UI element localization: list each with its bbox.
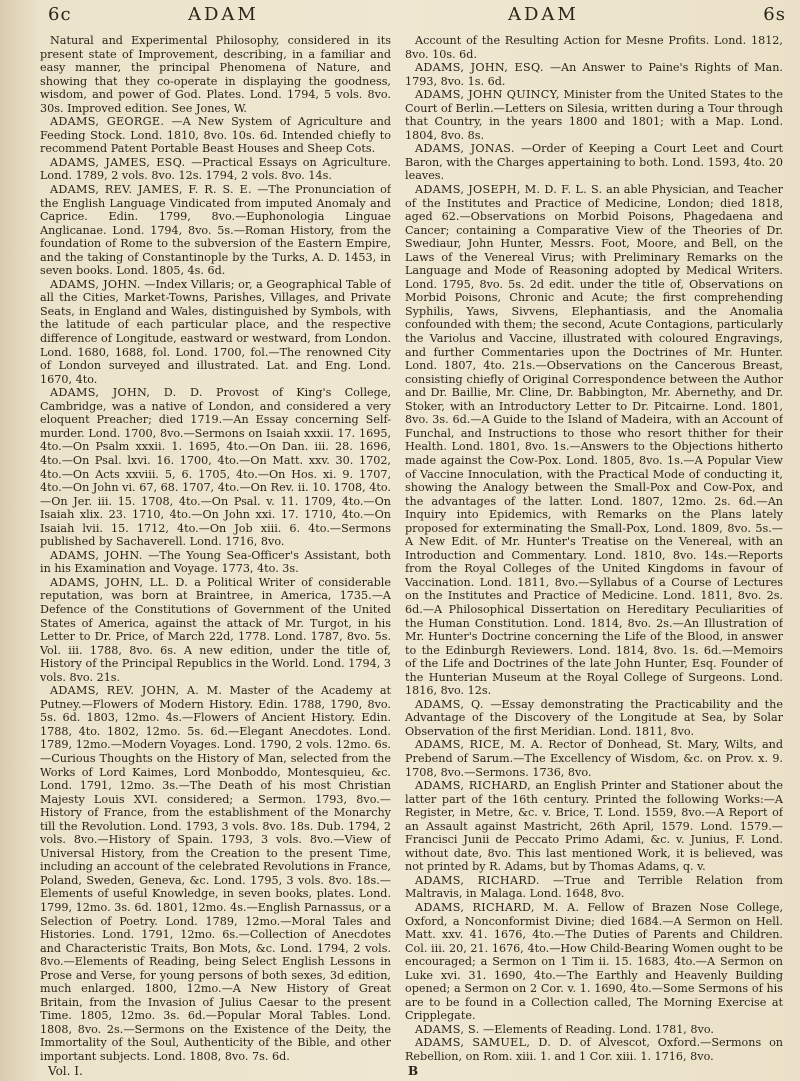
entry-text: Master of the Academy at Putney.—Flowers of Modern History. Edin. 1788, 1790, 8vo. 5s. 6d. 1803, 12mo. 4s.—Flowers of Ancient History. Edin. 1788, 4to. 1802, 12mo. 5s. 6d.—Elegant Anecdotes. Lond. 1789, 12mo.—Modern Voyages. Lond. 1790, 2 vols. 12mo. 6s.—Curious Thoughts on the History of Man, selected from the Works of Lord Kaimes, Lord Monboddo, Montesquieu, &c. Lond. 1791, 12mo. 3s.—The Death of his most Christian Majesty Louis XVI. considered; a Sermon. 1793, 8vo.—History of France, from the establishment of the Monarchy till the Revolution. Lond. 1793, 3 vols. 8vo. 18s. Dub. 1794, 2 vols. 8vo.—History of Spain. 1793, 3 vols. 8vo.—View of Universal History, from the Creation to the present Time, including an account of the celebrated Revolutions in France, Poland, Sweden, Geneva, &c. Lond. 1795, 3 vols. 8vo. 18s.—Elements of useful Knowledge, in seven books, plates. Lond. 1799, 12mo. 3s. 6d. 1801, 12mo. 4s.—English Parnassus, or a Selection of Poetry. Lond. 1789, 12mo.—Moral Tales and Histories. Lond. 1791, 12mo. 6s.—Collection of Anecdotes and Characteristic Traits, Bon Mots, &c. Lond. 1794, 2 vols. 8vo.—Elements of Reading, being Select English Lessons in Prose and Verse, for young persons of both sexes, 3d edition, much enlarged. 1800, 12mo.—A New History of Great Britain, from the Invasion of Julius Caesar to the present Time. 1805, 12mo. 3s. 6d.—Popular Moral Tables. Lond. 1808, 8vo. 2s.—Sermons on the Existence of the Deity, the Immortality of the Soul, Authenticity of the Bible, and other important subjects. Lond. 1808, 8vo. 7s. 6d. (40, 684, 391, 1064)
entry-text: of Alvescot, Oxford.—Sermons on Rebellion, on Rom. xiii. 1. and 1 Cor. xiii. 1. 1716, 8vo. (405, 1036, 783, 1064)
bibliography-entry (405, 874, 783, 901)
entry-author: ADAMS, REV. JAMES, F. R. S. E. (50, 183, 252, 197)
entry-text: Fellow of Brazen Nose College, Oxford, a Nonconformist Divine; died 1684.—A Sermon on Hell. Matt. xxv. 41. 1676, 4to.—The Duties of Parents and Children. Col. iii. 20, 21. 1676, 4to.—How Child-Bearing Women ought to be encouraged; a Sermon on 1 Tim ii. 15. 1683, 4to.—A Sermon on Luke xvi. 31. 1690, 4to.—The Earthly and Heavenly Building opened; a Sermon on 2 Cor. v. 1. 1690, 4to.—Some Sermons of his are to be found in a Collection called, The Morning Exercise at Cripplegate. (405, 901, 783, 1023)
bibliography-entry (405, 88, 783, 142)
volume-label: Vol. I. (48, 1064, 83, 1078)
entry-author: ADAMS, Q. (415, 697, 484, 711)
bibliography-entry (405, 142, 783, 183)
bibliography-entry (40, 278, 391, 386)
left-running-head: ADAM (188, 4, 259, 25)
entry-author: ADAMS, JOHN. (50, 548, 143, 562)
signature-mark: B (408, 1064, 419, 1078)
bibliography-entry (40, 34, 391, 115)
entry-text: —Elements of Reading. Lond. 1781, 8vo. (483, 1022, 714, 1036)
entry-text: —Essay demonstrating the Practicability and the Advantage of the Discovery of the Longitude at Sea, by Solar Observation of the first Meridian. Lond. 1811, 8vo. (405, 697, 783, 738)
bibliography-entry (405, 901, 783, 1023)
entry-author: ADAMS, JONAS. (415, 142, 515, 156)
running-header (48, 4, 786, 30)
bibliography-entry (40, 115, 391, 156)
bibliography-entry (405, 1036, 783, 1063)
right-page-number: 6s (763, 4, 786, 25)
bibliography-entry (40, 156, 391, 183)
page-footer (48, 1064, 786, 1080)
entry-author: ADAMS, JOSEPH, M. D. F. L. S. (415, 183, 603, 197)
bibliography-entry (40, 549, 391, 576)
entry-text: Natural and Experimental Philosophy, considered in its present state of Improvement, describing, in a familiar and easy manner, the principal Phenomena of Nature, and showing that they co-operate in displaying the goodness, wisdom, and power of God. Plates. Lond. 1794, 5 vols. 8vo. 30s. Improved edition. See Jones, W. (40, 34, 391, 115)
bibliography-entry (40, 183, 391, 278)
bibliography-entry (405, 34, 783, 61)
entry-author: ADAMS, JOHN, D. D. (50, 386, 203, 400)
entry-author: ADAMS, SAMUEL, D. D. (415, 1036, 572, 1050)
entry-text: an able Physician, and Teacher of the Institutes and Practice of Medicine, London; died 1818, aged 62.—Observations on Morbid Poisons, Phagedaena and Cancer; containing a Comparative View of the Theories of Dr. Swediaur, John Hunter, Messrs. Foot, Moore, and Bell, on the Laws of the Venereal Virus; with Preliminary Remarks on the Language and Mode of Reasoning adopted by Medical Writers. Lond. 1795, 8vo. 5s. 2d edit. under the title of, Observations on Morbid Poisons, Chronic and Acute; the first comprehending Syphilis, Yaws, Sivvens, Elephantiasis, and the Anomalia confounded with them; the second, Acute Contagions, particularly the Variolus and Vaccine, illustrated with coloured Engravings, and further Commentaries upon the Doctrines of Mr. Hunter. Lond. 1807, 4to. 21s.—Observations on the Cancerous Breast, consisting chiefly of Original Correspondence between the Author and Dr. Baillie, Mr. Cline, Dr. Babbington, Mr. Abernethy, and Dr. Stoker, with an Introductory Letter to Dr. Pitcairne. Lond. 1801, 8vo. 3s. 6d.—A Guide to the Island of Madeira, with an Account of Funchal, and Instructions to those who resort thither for their Health. Lond. 1801, 8vo. 1s.—Answers to the Objections hitherto made against the Cow-Pox. Lond. 1805, 8vo. 1s.—A Popular View of Vaccine Innoculation, with the Practical Mode of conducting it, showing the Analogy between the Small-Pox and Cow-Pox, and the advantages of the latter. Lond. 1807, 12mo. 2s. 6d.—An Inquiry into Epidemics, with Remarks on the Plans lately proposed for exterminating the Small-Pox, Lond. 1809, 8vo. 5s.—A New Edit. of Mr. Hunter's Treatise on the Venereal, with an Introduction and Commentary. Lond. 1810, 8vo. 14s.—Reports from the Royal Colleges of the United Kingdoms in favour of Vaccination. Lond. 1811, 8vo.—Syllabus of a Course of Lectures on the Institutes and Practice of Medicine. Lond. 1811, 8vo. 2s. 6d.—A Philosophical Dissertation on Hereditary Peculiarities of the Human Constitution. Lond. 1814, 8vo. 2s.—An Illustration of Mr. Hunter's Doctrine concerning the Life of the Blood, in answer to the Edinburgh Reviewers. Lond. 1814, 8vo. 1s. 6d.—Memoirs of the Life and Doctrines of the late John Hunter, Esq. Founder of the Hunterian Museum at the Royal College of Surgeons. Lond. 1816, 8vo. 12s. (405, 183, 783, 698)
entry-text: a Political Writer of considerable reputation, was born at Braintree, in America, 1735.—A Defence of the Constitutions of Government of the United States of America, against the attack of Mr. Turgot, in his Letter to Dr. Price, of March 22d, 1778. Lond. 1787, 8vo. 5s. Vol. iii. 1788, 8vo. 6s. A new edition, under the title of, History of the Principal Republics in the World. Lond. 1794, 3 vols. 8vo. 21s. (40, 575, 391, 684)
right-column (405, 34, 783, 1064)
bibliography-entry (405, 698, 783, 739)
bibliography-entry (405, 779, 783, 874)
right-running-head: ADAM (508, 4, 579, 25)
entry-author: ADAMS, RICHARD, (415, 779, 532, 793)
entry-text: —Practical Essays on Agriculture. Lond. 1789, 2 vols. 8vo. 12s. 1794, 2 vols. 8vo. 14s. (40, 155, 391, 183)
entry-author: ADAMS, GEORGE. (50, 115, 165, 129)
entry-text: —The Young Sea-Officer's Assistant, both in his Examination and Voyage. 1773, 4to. 3s. (40, 548, 391, 576)
left-page-number: 6c (48, 4, 72, 25)
bibliography-entry (40, 386, 391, 549)
bibliography-entry (40, 576, 391, 684)
entry-text: an English Printer and Stationer about the latter part of the 16th century. Printed the following Works:—A Register, in Metre, &c. v. Brice, T. Lond. 1559, 8vo.—A Report of an Assault against Mastricht, 26th April, 1579. Lond. 1579.—Francisci Junii de Peccato Primo Adami, &c. v. Junius, F. Lond. without date, 8vo. This last mentioned Work, it is believed, was not printed by R. Adams, but by Thomas Adams, q. v. (405, 779, 783, 874)
entry-text: —Index Villaris; or, a Geographical Table of all the Cities, Market-Towns, Parishes, Villages, and Private Seats, in England and Wales, distinguished by Symbols, with the latitude of each particular place, and the respective difference of Longitude, eastward or westward, from London. Lond. 1680, 1688, fol. Lond. 1700, fol.—The renowned City of London surveyed and illustrated. Lat. and Eng. Lond. 1670, 4to. (40, 277, 391, 386)
entry-author: ADAMS, RICE, M. A. (415, 738, 544, 752)
entry-text: —A New System of Agriculture and Feeding Stock. Lond. 1810, 8vo. 10s. 6d. Intended chiefly to recommend Patent Portable Beast Houses and Sheep Cots. (40, 115, 391, 156)
bibliography-entry (405, 61, 783, 88)
bibliography-entry (405, 1023, 783, 1037)
entry-author: ADAMS, JOHN QUINCY, (415, 88, 560, 102)
entry-text: Rector of Donhead, St. Mary, Wilts, and Prebend of Sarum.—The Excellency of Wisdom, &c. on Prov. x. 9. 1708, 8vo.—Sermons. 1736, 8vo. (405, 738, 783, 779)
entry-text: —Order of Keeping a Court Leet and Court Baron, with the Charges appertaining to both. Lond. 1593, 4to. 20 leaves. (405, 142, 783, 183)
bibliography-entry (40, 684, 391, 1063)
entry-text: Account of the Resulting Action for Mesne Profits. Lond. 1812, 8vo. 10s. 6d. (405, 34, 783, 61)
bibliography-entry (405, 183, 783, 698)
entry-author: ADAMS, REV. JOHN, A. M. (50, 684, 223, 698)
entry-author: ADAMS, JOHN, LL. D. (50, 575, 189, 589)
entry-author: ADAMS, JOHN, ESQ. (415, 61, 544, 75)
entry-text: Minister from the United States to the Court of Berlin.—Letters on Silesia, written during a Tour through that Country, in the years 1800 and 1801; with a Map. Lond. 1804, 8vo. 8s. (405, 88, 783, 142)
entry-text: —The Pronunciation of the English Language Vindicated from imputed Anomaly and Caprice. Edin. 1799, 8vo.—Euphonologia Linguae Anglicanae. Lond. 1794, 8vo. 5s.—Roman History, from the foundation of Rome to the subversion of the Eastern Empire, and the taking of Constantinople by the Turks, A. D. 1453, in seven books. Lond. 1805, 4s. 6d. (40, 183, 391, 278)
entry-text: Provost of King's College, Cambridge, was a native of London, and considered a very eloquent Preacher; died 1719.—An Essay concerning Self-murder. Lond. 1700, 8vo.—Sermons on Isaiah xxxii. 17. 1695, 4to.—On Psalm xxxii. 1. 1695, 4to.—On Dan. iii. 28. 1696, 4to.—On Psal. lxvi. 16. 1700, 4to.—On Matt. xxv. 30. 1702, 4to.—On Acts xxviii. 5, 6. 1705, 4to.—On Hos. xi. 9. 1707, 4to.—On John vi. 67, 68. 1707, 4to.—On Rev. ii. 10. 1708, 4to.—On Jer. iii. 15. 1708, 4to.—On Psal. v. 11. 1709, 4to.—On Isaiah xlix. 23. 1710, 4to.—On John xxi. 17. 1710, 4to.—On Isaiah lvii. 15. 1712, 4to.—On Job xiii. 6. 4to.—Sermons published by Sachaverell. Lond. 1716, 8vo. (40, 386, 391, 549)
entry-author: ADAMS, RICHARD. (415, 873, 540, 887)
entry-text: —True and Terrible Relation from Maltravis, in Malaga. Lond. 1648, 8vo. (405, 873, 783, 901)
entry-author: ADAMS, JAMES, ESQ. (50, 155, 186, 169)
left-column (40, 34, 391, 1064)
entry-author: ADAMS, RICHARD, M. A. (415, 901, 580, 914)
entry-author: ADAMS, S. (415, 1022, 480, 1036)
entry-text: —An Answer to Paine's Rights of Man. 1793, 8vo. 1s. 6d. (405, 61, 783, 88)
entry-author: ADAMS, JOHN. (50, 277, 141, 291)
bibliography-entry (405, 738, 783, 779)
